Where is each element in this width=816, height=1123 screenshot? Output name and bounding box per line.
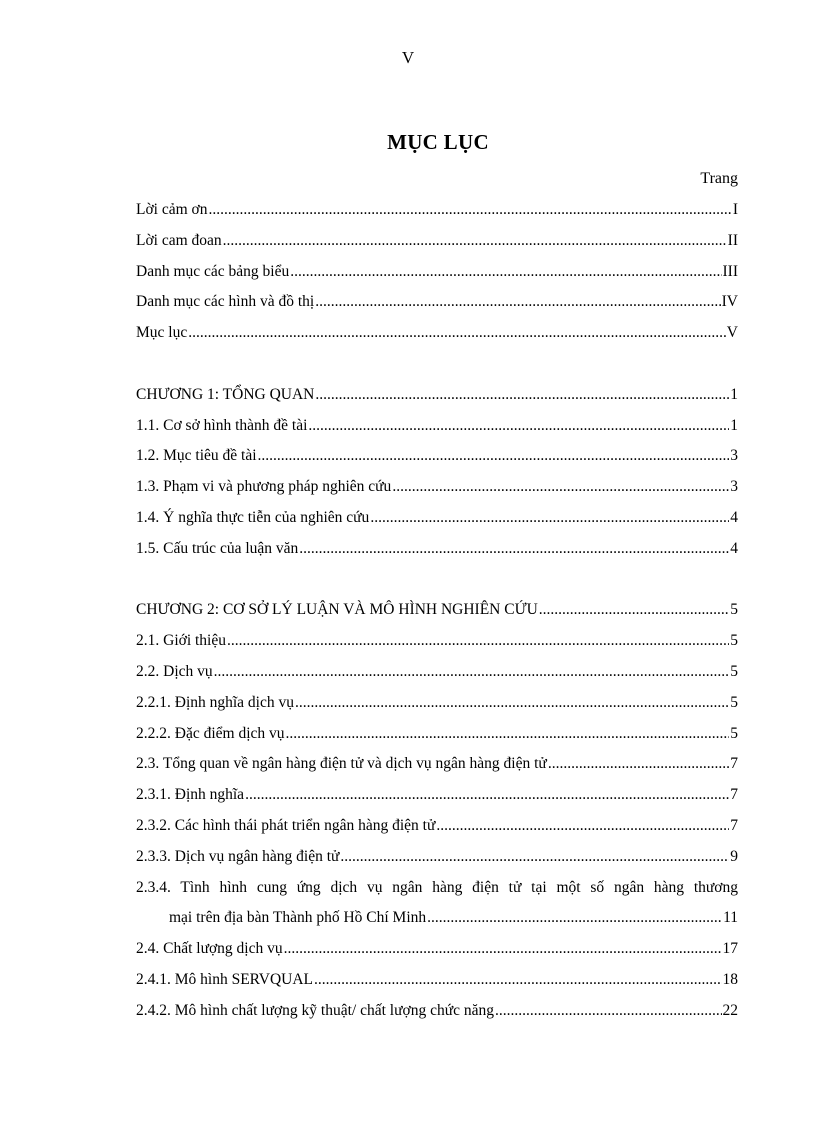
- toc-entry-page: I: [732, 201, 738, 218]
- toc-entry-label: 2.4.1. Mô hình SERVQUAL: [136, 970, 314, 988]
- toc-entry-1-1[interactable]: [136, 411, 738, 442]
- toc-entry-label: 2.4. Chất lượng dịch vụ: [136, 940, 283, 958]
- toc-entry-page: III: [722, 262, 738, 280]
- toc-entry-label: 1.2. Mục tiêu đề tài: [136, 447, 257, 465]
- toc-entry-label: CHƯƠNG 2: CƠ SỞ LÝ LUẬN VÀ MÔ HÌNH NGHIÊN CỨU: [136, 601, 538, 619]
- toc-entry-label: 2.2.2. Đặc điểm dịch vụ: [136, 724, 285, 742]
- toc-entry-2-1[interactable]: [136, 626, 738, 657]
- toc-entry-label: 2.3.2. Các hình thái phát triển ngân hàng điện tử: [136, 816, 436, 834]
- toc-entry-2-3[interactable]: [136, 749, 738, 780]
- toc-entry-label: 2.3.3. Dịch vụ ngân hàng điện tử: [136, 847, 340, 865]
- toc-entry-2-4-1[interactable]: [136, 965, 738, 996]
- dot-leader: [340, 842, 729, 873]
- toc-entry-1-5[interactable]: [136, 534, 738, 565]
- toc-entry-page: 4: [730, 508, 738, 526]
- toc-entry-label: Mục lục: [136, 324, 188, 342]
- toc-entry-label: 2.2. Dịch vụ: [136, 662, 213, 680]
- toc-entry-page: 22: [722, 1001, 738, 1019]
- table-of-contents: [136, 195, 738, 1027]
- trang-column-header: Trang: [700, 170, 738, 187]
- toc-entry-page: 5: [730, 693, 738, 711]
- toc-entry-page: IV: [721, 293, 738, 311]
- dot-leader: [315, 287, 720, 318]
- section-gap: [136, 349, 738, 380]
- dot-leader: [258, 441, 730, 472]
- toc-entry-page: 5: [730, 632, 738, 650]
- toc-entry-label: 1.4. Ý nghĩa thực tiễn của nghiên cứu: [136, 508, 370, 526]
- dot-leader: [290, 257, 721, 288]
- toc-entry-page: 4: [730, 539, 738, 557]
- toc-entry-chapter-2[interactable]: [136, 595, 738, 626]
- dot-leader: [495, 996, 722, 1027]
- toc-entry-2-2-1[interactable]: [136, 688, 738, 719]
- toc-entry-label: Lời cảm ơn: [136, 201, 208, 218]
- toc-entry-2-3-3[interactable]: [136, 842, 738, 873]
- dot-leader: [436, 811, 729, 842]
- toc-entry-page: 1: [730, 416, 738, 434]
- toc-entry-continuation: [136, 903, 738, 934]
- dot-leader: [214, 657, 730, 688]
- dot-leader: [308, 411, 729, 442]
- toc-entry-2-3-4[interactable]: [136, 873, 738, 935]
- toc-entry-label: 1.1. Cơ sở hình thành đề tài: [136, 416, 308, 434]
- toc-entry-2-2[interactable]: [136, 657, 738, 688]
- toc-entry-page: 1: [730, 385, 738, 403]
- toc-entry-page: 7: [730, 755, 738, 773]
- section-gap: [136, 565, 738, 596]
- toc-entry-page: 17: [722, 940, 738, 958]
- toc-entry-1-3[interactable]: [136, 472, 738, 503]
- toc-entry-2-4-2[interactable]: [136, 996, 738, 1027]
- dot-leader: [295, 688, 729, 719]
- toc-entry-label: 2.2.1. Định nghĩa dịch vụ: [136, 693, 294, 711]
- toc-entry-page: 5: [730, 662, 738, 680]
- toc-entry-loi-cam-on[interactable]: [136, 195, 738, 226]
- toc-entry-danh-muc-hinh[interactable]: [136, 287, 738, 318]
- dot-leader: [208, 195, 731, 226]
- dot-leader: [223, 226, 727, 257]
- dot-leader: [370, 503, 729, 534]
- dot-leader: [548, 749, 729, 780]
- toc-entry-2-2-2[interactable]: [136, 719, 738, 750]
- dot-leader: [286, 719, 730, 750]
- toc-entry-label: 1.3. Phạm vi và phương pháp nghiên cứu: [136, 478, 392, 496]
- toc-entry-label: 1.5. Cấu trúc của luận văn: [136, 539, 299, 557]
- toc-entry-page: 5: [730, 601, 738, 619]
- toc-entry-label: Lời cam đoan: [136, 231, 222, 249]
- page-title: MỤC LỤC: [387, 130, 489, 154]
- toc-entry-label: 2.4.2. Mô hình chất lượng kỹ thuật/ chất lượng chức năng: [136, 1001, 494, 1019]
- dot-leader: [245, 780, 729, 811]
- toc-entry-label: 2.1. Giới thiệu: [136, 632, 226, 650]
- dot-leader: [188, 318, 726, 349]
- toc-entry-danh-muc-bang-bieu[interactable]: [136, 257, 738, 288]
- toc-entry-2-3-2[interactable]: [136, 811, 738, 842]
- dot-leader: [314, 965, 721, 996]
- dot-leader: [539, 595, 729, 626]
- toc-entry-page: 3: [730, 447, 738, 465]
- dot-leader: [299, 534, 729, 565]
- toc-entry-label: 2.3.1. Định nghĩa: [136, 786, 245, 804]
- toc-entry-label: CHƯƠNG 1: TỔNG QUAN: [136, 385, 315, 403]
- toc-entry-2-4[interactable]: [136, 934, 738, 965]
- toc-entry-page: 3: [730, 478, 738, 496]
- toc-entry-page: 9: [730, 847, 738, 865]
- toc-entry-page: V: [726, 324, 738, 342]
- dot-leader: [227, 626, 729, 657]
- toc-entry-page: 18: [722, 970, 738, 988]
- toc-entry-page: II: [727, 231, 738, 249]
- page-number: V: [401, 48, 415, 67]
- toc-entry-label: Danh mục các bảng biểu: [136, 262, 290, 280]
- toc-entry-page: 7: [730, 786, 738, 804]
- toc-entry-1-2[interactable]: [136, 441, 738, 472]
- toc-entry-chapter-1[interactable]: [136, 380, 738, 411]
- toc-entry-page: 5: [730, 724, 738, 742]
- toc-entry-page: 7: [730, 816, 738, 834]
- toc-entry-page: 11: [723, 909, 738, 927]
- dot-leader: [284, 934, 722, 965]
- dot-leader: [315, 380, 729, 411]
- toc-entry-label-line-2: mại trên địa bàn Thành phố Hồ Chí Minh: [169, 909, 427, 927]
- toc-entry-2-3-1[interactable]: [136, 780, 738, 811]
- dot-leader: [392, 472, 729, 503]
- toc-entry-muc-luc[interactable]: [136, 318, 738, 349]
- toc-entry-1-4[interactable]: [136, 503, 738, 534]
- toc-entry-label-line-1: 2.3.4. Tình hình cung ứng dịch vụ ngân hàng điện tử tại một số ngân hàng thương: [136, 878, 738, 896]
- dot-leader: [427, 903, 722, 934]
- toc-entry-loi-cam-doan[interactable]: [136, 226, 738, 257]
- toc-entry-label: Danh mục các hình và đồ thị: [136, 293, 315, 311]
- toc-entry-label: 2.3. Tổng quan về ngân hàng điện tử và dịch vụ ngân hàng điện tử: [136, 755, 547, 773]
